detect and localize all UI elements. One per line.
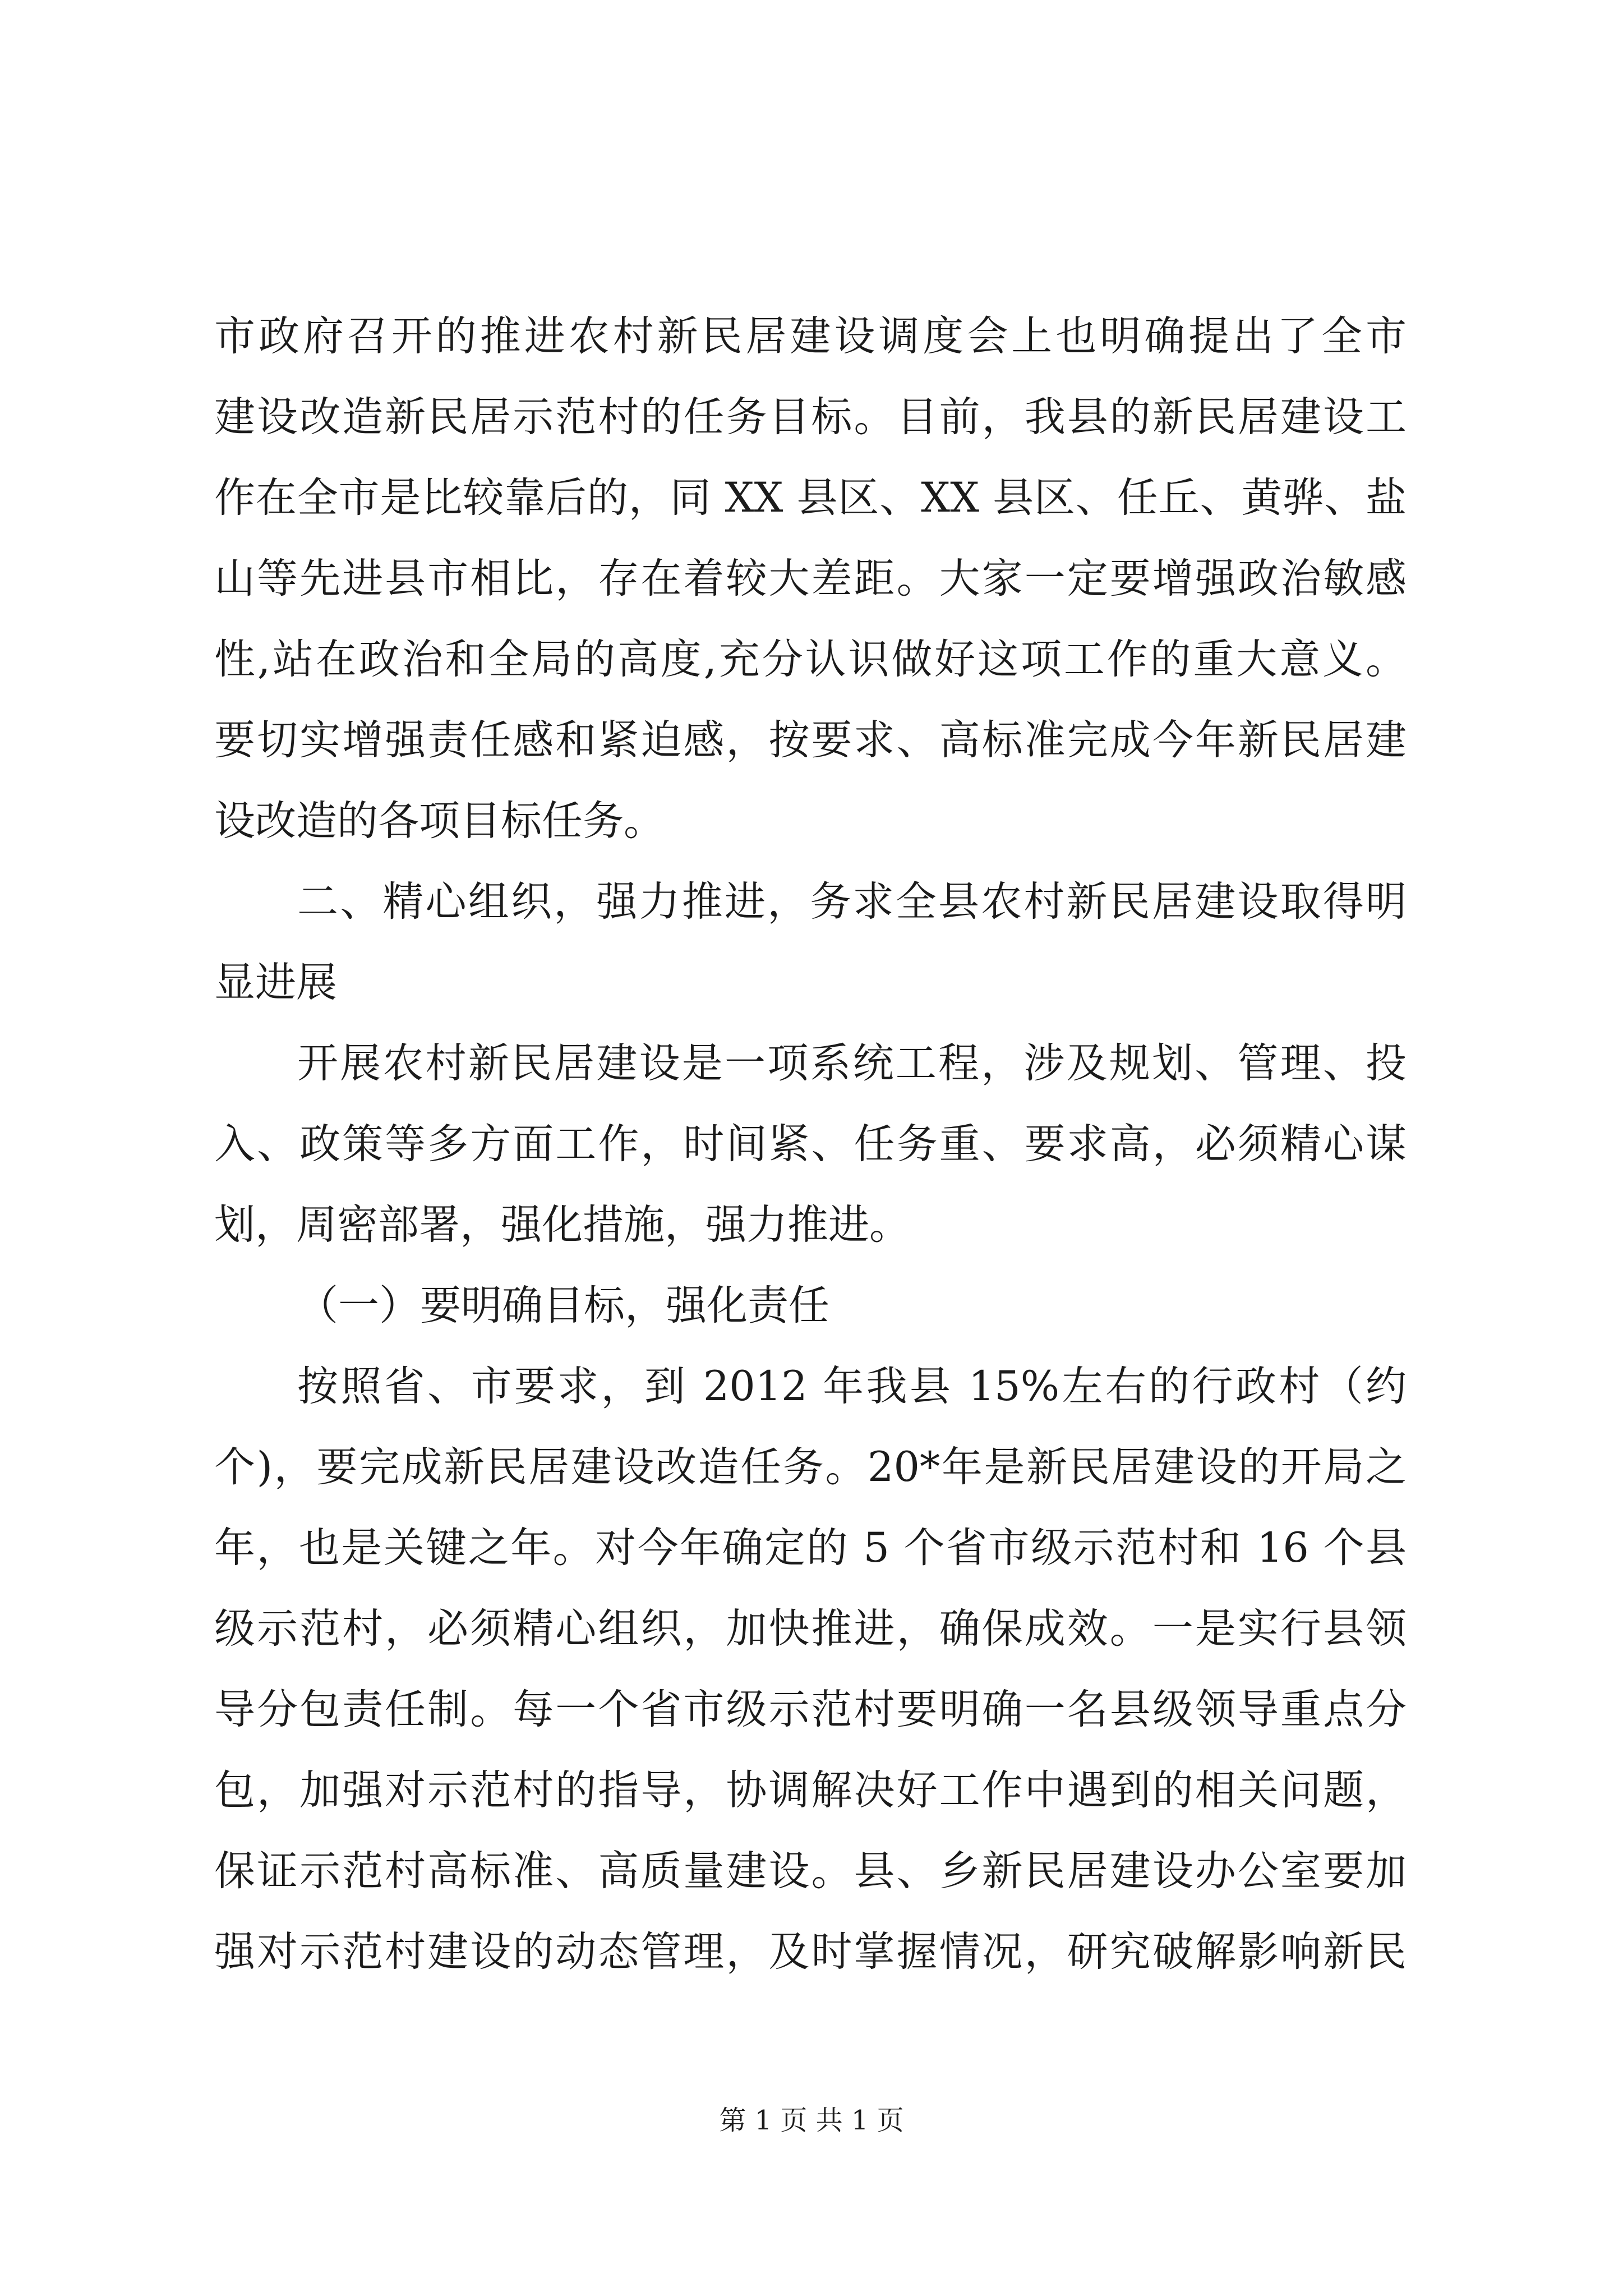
text-line: 市政府召开的推进农村新民居建设调度会上也明确提出了全市 [214, 312, 1407, 360]
text-line: 按照省、市要求，到 2012 年我县 15%左右的行政村（约 [297, 1363, 1407, 1410]
text-line: 导分包责任制。每一个省市级示范村要明确一名县级领导重点分 [214, 1686, 1407, 1733]
text-line: （一）要明确目标，强化责任 [297, 1282, 829, 1329]
text-line: 个)，要完成新民居建设改造任务。20*年是新民居建设的开局之 [214, 1443, 1407, 1491]
text-line: 显进展 [214, 959, 337, 1006]
text-line: 要切实增强责任感和紧迫感，按要求、高标准完成今年新民居建 [214, 716, 1407, 764]
text-line: 保证示范村高标准、高质量建设。县、乡新民居建设办公室要加 [214, 1847, 1407, 1895]
paragraph [214, 1023, 1407, 1266]
text-line: 划，周密部署，强化措施，强力推进。 [214, 1201, 910, 1249]
text-line: 入、政策等多方面工作，时间紧、任务重、要求高，必须精心谋 [214, 1120, 1407, 1168]
text-line: 山等先进县市相比，存在着较大差距。大家一定要增强政治敏感 [214, 555, 1407, 602]
text-line: 强对示范村建设的动态管理，及时掌握情况，研究破解影响新民 [214, 1928, 1407, 1976]
text-line: 设改造的各项目标任务。 [214, 797, 665, 845]
text-line: 级示范村，必须精心组织，加快推进，确保成效。一是实行县领 [214, 1605, 1407, 1653]
text-line: 二、精心组织，强力推进，务求全县农村新民居建设取得明 [297, 878, 1407, 926]
text-line: 作在全市是比较靠后的，同 XX 县区、XX 县区、任丘、黄骅、盐 [214, 474, 1407, 522]
body-text [214, 296, 1407, 1993]
text-line: 开展农村新民居建设是一项系统工程，涉及规划、管理、投 [297, 1039, 1407, 1087]
subsection-heading [214, 1266, 1407, 1346]
text-line: 建设改造新民居示范村的任务目标。目前，我县的新民居建设工 [214, 393, 1407, 441]
page-number-footer: 第 1 页 共 1 页 [719, 2105, 904, 2136]
text-line: 年，也是关键之年。对今年确定的 5 个省市级示范村和 16 个县 [214, 1524, 1407, 1572]
text-line: 性,站在政治和全局的高度,充分认识做好这项工作的重大意义。 [214, 636, 1407, 683]
text-line: 包，加强对示范村的指导，协调解决好工作中遇到的相关问题， [214, 1766, 1407, 1814]
section-heading [214, 862, 1407, 1023]
paragraph [214, 296, 1407, 862]
paragraph [214, 1346, 1407, 1993]
